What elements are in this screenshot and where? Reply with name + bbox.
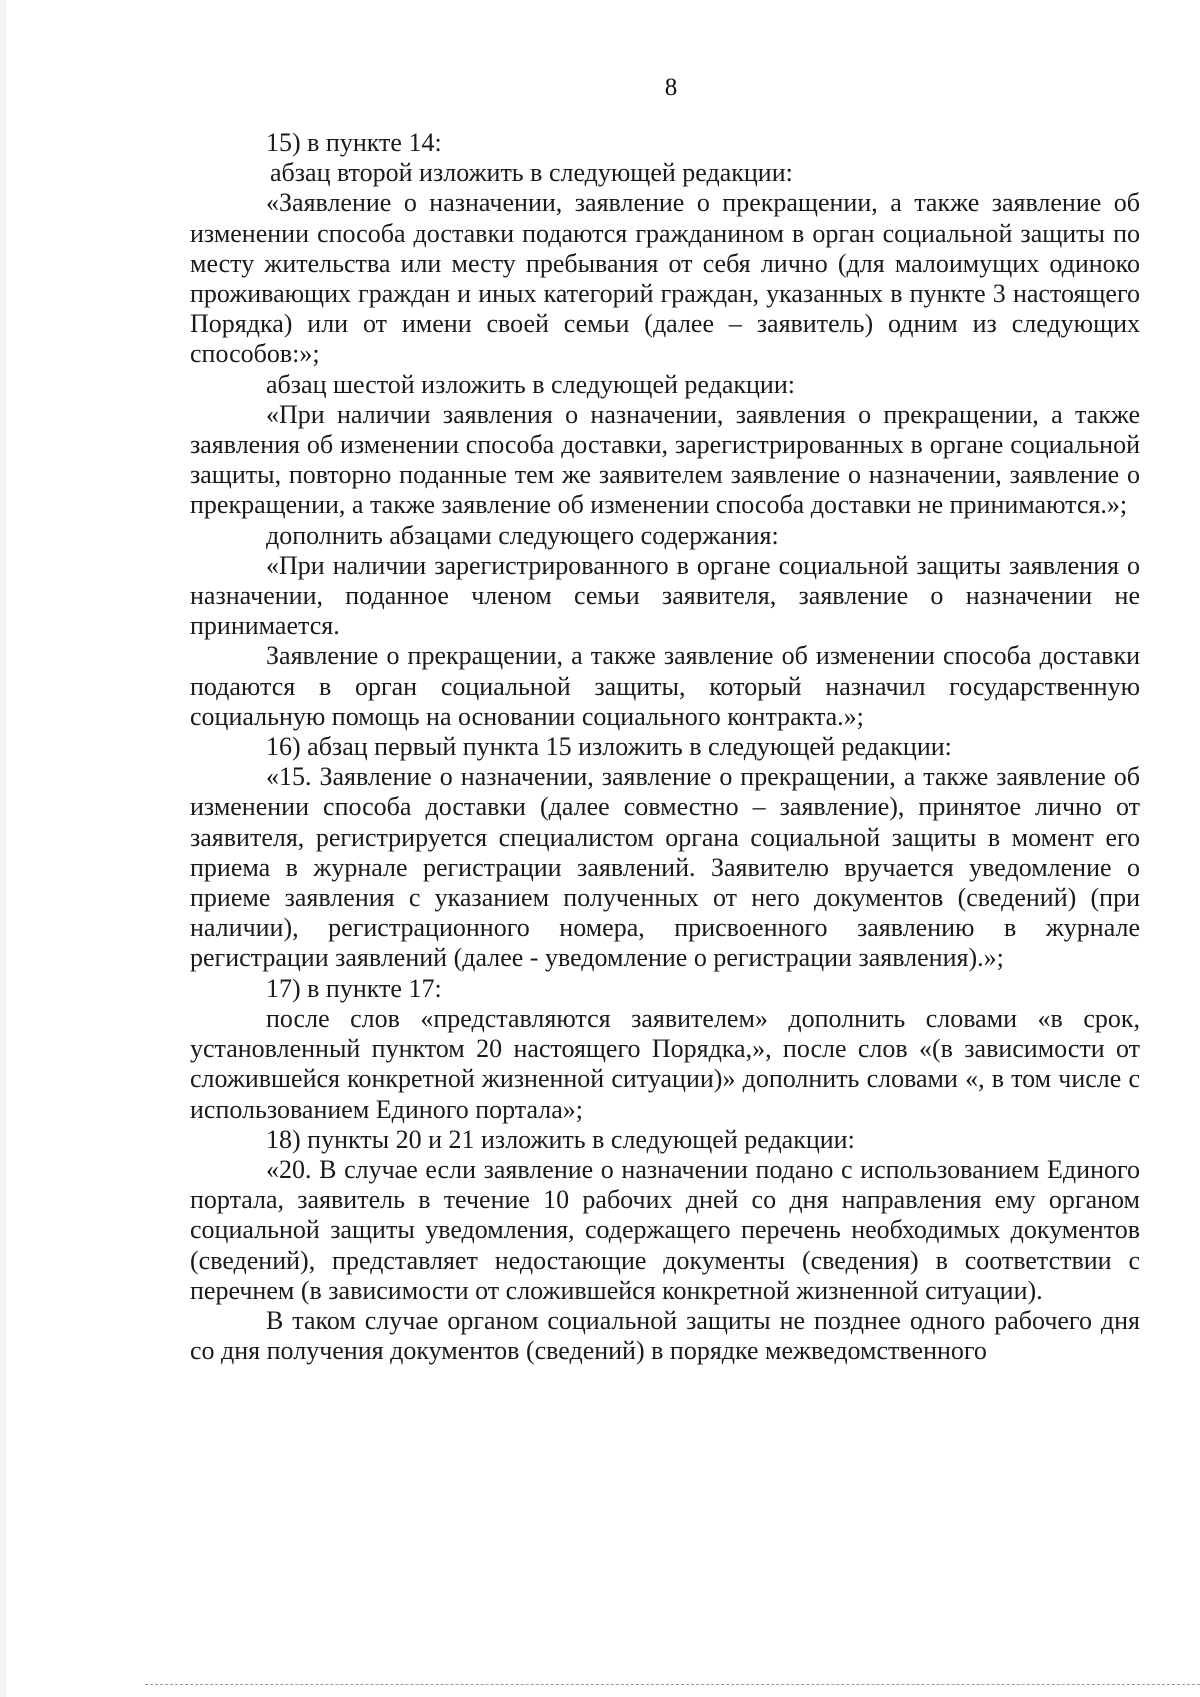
paragraph: «15. Заявление о назначении, заявление о прекращении, а также заявление об изменении способа доставки (далее совместно – заявление), принятое лично от заявителя, регистрируется специалистом органа социальной защиты в момент его приема в журнале регистрации заявлений. Заявителю вручается уведомление о приеме заявления с указанием полученных от него документов (сведений) (при наличии), регистрационного номера, присвоенного заявлению в журнале регистрации заявлений (далее - уведомление о регистрации заявления).»; [190,762,1140,973]
document-body [190,128,1140,1366]
paragraph: абзац шестой изложить в следующей редакции: [266,369,795,399]
page-number: 8 [664,74,678,101]
paragraph: абзац второй изложить в следующей редакции: [270,158,793,188]
paragraph: 16) абзац первый пункта 15 изложить в следующей редакции: [266,732,952,762]
paragraph: 18) пункты 20 и 21 изложить в следующей редакции: [266,1124,855,1154]
paragraph: «20. В случае если заявление о назначении подано с использованием Единого портала, заявитель в течение 10 рабочих дней со дня направления ему органом социальной защиты уведомления, содержащего перечень необходимых документов (сведений), представляет недостающие документы (сведения) в соответствии с перечнем (в зависимости от сложившейся конкретной жизненной ситуации). [190,1154,1140,1305]
paragraph: 15) в пункте 14: [266,128,442,157]
paragraph: Заявление о прекращении, а также заявление об изменении способа доставки подаются в орган социальной защиты, который назначил государственную социальную помощь на основании социального контракта.»; [190,641,1140,731]
scan-edge-shade [0,0,6,1697]
scan-bottom-line [145,1684,1200,1685]
paragraph: 17) в пункте 17: [266,973,442,1003]
paragraph: «При наличии зарегистрированного в органе социальной защиты заявления о назначении, поданное членом семьи заявителя, заявление о назначении не принимается. [190,550,1140,641]
paragraph: после слов «представляются заявителем» дополнить словами «в срок, установленный пунктом 20 настоящего Порядка,», после слов «(в зависимости от сложившейся конкретной жизненной ситуации)» дополнить словами «, в том числе с использованием Единого портала»; [190,1003,1140,1124]
paragraph: дополнить абзацами следующего содержания: [266,520,779,550]
paragraph: «При наличии заявления о назначении, заявления о прекращении, а также заявления об изменении способа доставки, зарегистрированных в органе социальной защиты, повторно поданные тем же заявителем заявление о назначении, заявление о прекращении, а также заявление об изменении способа доставки не принимаются.»; [190,399,1140,520]
paragraph: В таком случае органом социальной защиты не позднее одного рабочего дня со дня получения документов (сведений) в порядке межведомственного [190,1305,1140,1366]
paragraph: «Заявление о назначении, заявление о прекращении, а также заявление об изменении способа доставки подаются гражданином в орган социальной защиты по месту жительства или месту пребывания от себя лично (для малоимущих одиноко проживающих граждан и иных категорий граждан, указанных в пункте 3 настоящего Порядка) или от имени своей семьи (далее – заявитель) одним из следующих способов:»; [190,188,1140,369]
